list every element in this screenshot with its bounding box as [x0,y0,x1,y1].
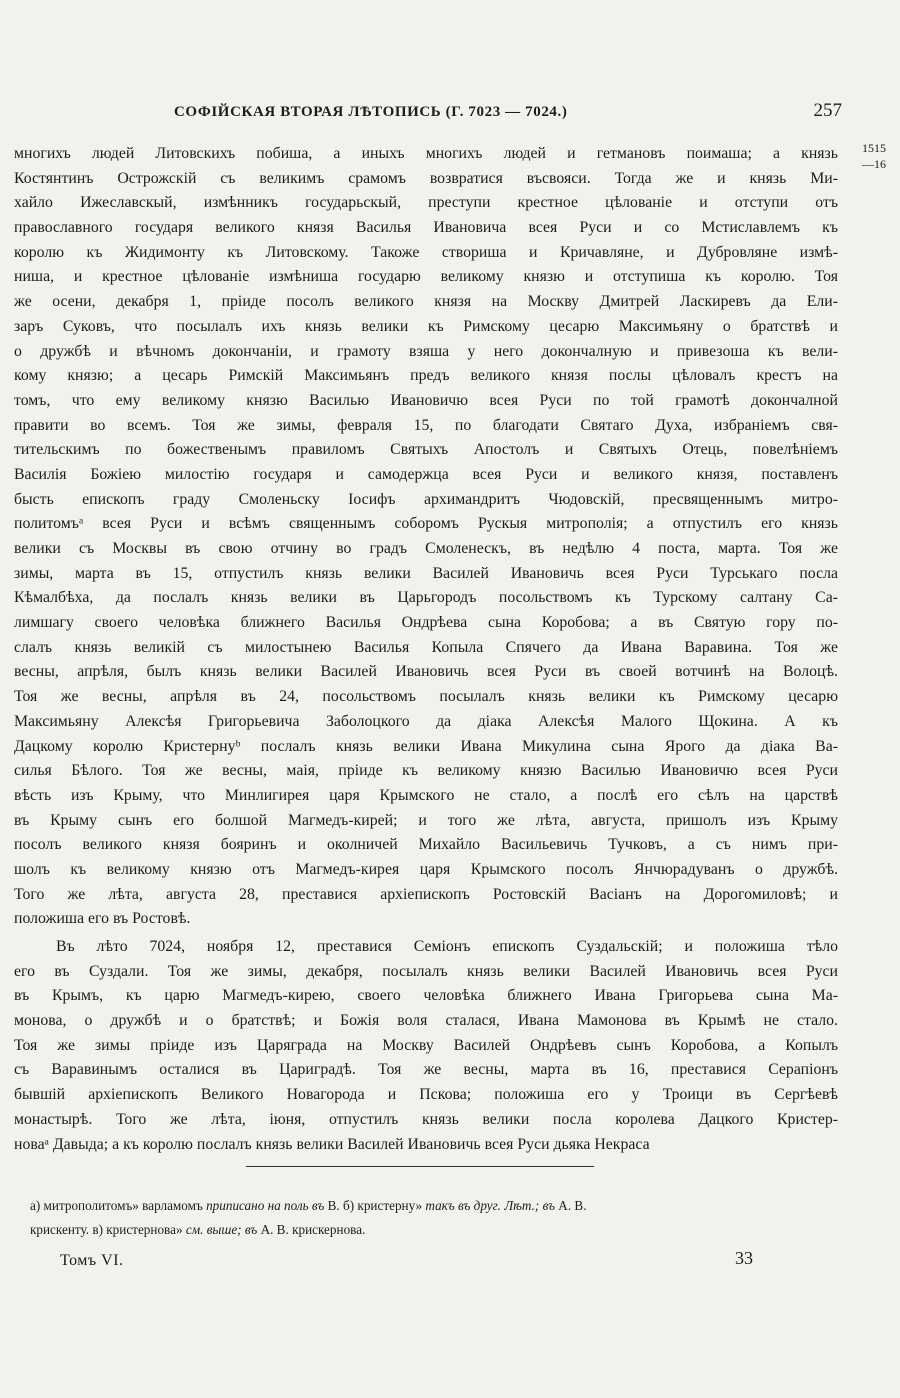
text-line: новаᵃ Давыда; а къ королю послалъ князь велики Василей Ивановичь всея Руси дьяка Некраса [14,1135,650,1153]
margin-year-start: 1515 [862,141,886,155]
text-line: шолъ къ великому князю отъ Магмедъ-кирея царя Крымского посолъ Янчюрадуванъ о дружбѣ. [14,860,838,878]
running-title: СОФІЙСКАЯ ВТОРАЯ ЛѢТОПИСЬ (Г. 7023 — 7024.) [174,104,568,120]
text-line: кому князю; а цесарь Римскій Максимьянъ предъ великого князя послы цѣловалъ крестъ на [14,367,838,385]
text-line: съ Варавинымъ осталися въ Цариградѣ. Тоя же весны, марта въ 16, преставися Серапіонъ [14,1061,838,1079]
text-line: православного государя великого князя Василья Ивановича всея Руси и со Мстиславлемъ къ [14,219,838,237]
page-footer [60,1248,760,1278]
text-line: заръ Суковъ, что посылалъ ихъ князь велики къ Римскому цесарю Максимьяну о братствѣ и [14,317,838,335]
footnote-line [30,1194,836,1218]
paragraph-1 [14,142,838,932]
text-line: монова, о дружбѣ и о братствѣ; и Божія воля сталася, Ивана Мамонова въ Крымѣ не стало. [14,1012,838,1030]
sheet-number: 33 [735,1248,753,1268]
text-line: вѣсть изъ Крыму, что Минлигирея царя Крымского не стало, а послѣ его сѣлъ на царствѣ [14,786,838,804]
footnote-editorial-note: см. выше; въ [185,1222,258,1237]
text-line: бывшій архіепископъ Великого Новагорода и Пскова; положиша его у Троици въ Сергѣевѣ [14,1086,838,1104]
text-line: политомъᵃ всея Руси и всѣмъ священнымъ соборомъ Рускыя митрополія; а отпустилъ его князь [14,515,838,533]
text-line: ниша, и крестное цѣлованіе измѣниша государю великому князю и отступиша къ королю. Тоя [14,268,838,286]
volume-label: Томъ VI. [60,1252,124,1269]
text-line: королю къ Жидимонту къ Литовскому. Такоже створиша и Кричавляне, и Дубровляне измѣ- [14,243,838,261]
text-line: въ Крыму сынъ его болшой Магмедъ-кирей; и того же лѣта, августа, пришолъ изъ Крыму [14,811,838,829]
text-line: многихъ людей Литовскихъ побиша, а иныхъ многихъ людей и гетмановъ поимаша; а князь [14,145,838,162]
text-line: Въ лѣто 7024, ноября 12, преставися Семіонъ епископъ Суздальскій; и положиша тѣло [56,938,838,955]
footnote-text: В. б) кристерну» [324,1198,426,1213]
text-line: Василія Божіею милостію государя и самодержца всея Руси и великого князя, поставленъ [14,465,838,483]
text-line: положиша его въ Ростовѣ. [14,910,191,928]
text-line: Кѣмалбѣха, да послалъ князь велики въ Царьгородъ посольствомъ къ Турскому салтану Са- [14,589,838,607]
text-line: Того же лѣта, августа 28, преставися архіепископъ Ростовскій Васіанъ на Дорогомиловѣ; и [14,885,838,903]
text-line: монастырѣ. Того же лѣта, іюня, отпустилъ князь велики посла королева Дацкого Кристер- [14,1110,838,1128]
text-line: правити во всемъ. Тоя же зимы, февраля 15, по благодати Святаго Духа, избраніемъ свя- [14,416,838,434]
text-line: томъ, что ему великому князю Василью Ивановичю всея Руси по той грамотѣ докончалной [14,391,838,409]
footnote-editorial-note: такъ въ друг. Лѣт.; въ [425,1198,555,1213]
text-line: Костянтинъ Острожскій съ великимъ срамомъ возвратися въсвояси. Тогда же и князь Ми- [14,169,838,187]
text-line: Максимьяну Алексѣя Григорьевича Заболоцкого да діака Алексѣя Малого Щокина. А къ [14,712,838,730]
footnote-divider [246,1166,594,1167]
text-line: хайло Ижеславскый, измѣнникъ государьскый, преступи крестное цѣлованіе и отступи отъ [14,194,838,212]
text-line: его въ Суздали. Тоя же зимы, декабря, посылалъ князь велики Василей Ивановичь всея Руси [14,962,838,980]
text-line: о дружбѣ и вѣчномъ докончаніи, и грамоту взяша у него докончалную и привезоша къ вели- [14,342,838,360]
text-line: же осени, декабря 1, пріиде посолъ великого князя на Москву Дмитрей Ласкиревъ да Ели- [14,293,838,311]
text-line: посолъ великого князя бояринъ и околничей Михайло Васильевичь Тучковъ, а съ нимъ при- [14,836,838,854]
text-line: лимшагу своего человѣка ближнего Василья Ондрѣева сына Коробова; а въ Святую гору по- [14,614,838,632]
margin-year-note [838,140,886,172]
footnote-text: крискенту. в) кристернова» [30,1222,186,1237]
text-line: зимы, марта въ 15, отпустилъ князь велики Василей Ивановичь всея Руси Турськаго посла [14,564,838,582]
footnote-text: А. В. крискернова. [257,1222,366,1237]
footnote-text: а) митрополитомъ» варламомъ [30,1198,207,1213]
page-header [14,100,842,128]
text-line: весны, апрѣля, былъ князь велики Василей Ивановичь всея Руси въ своей вотчинѣ на Волоцѣ. [14,663,838,681]
text-line: бысть епископъ граду Смоленьску Іосифъ архимандритъ Чюдовскій, пресвященнымъ митро- [14,490,838,508]
paragraph-2 [14,935,838,1157]
text-line: силья Бѣлого. Тоя же весны, маія, пріиде къ великому князю Василью Ивановичю всея Руси [14,762,838,780]
margin-year-end: —16 [862,157,886,171]
text-line: тительскимъ по божественымъ правиломъ Святыхъ Апостолъ и Святыхъ Отець, повелѣніемъ [14,441,838,459]
text-line: Тоя же зимы пріиде изъ Царяграда на Москву Василей Ондрѣевъ сынъ Коробова, а Копылъ [14,1036,838,1054]
text-line: слалъ князь великій съ милостынею Василья Копыла Спячего да Ивана Варавина. Тоя же [14,638,838,656]
page-number: 257 [813,100,842,121]
text-line: Дацкому королю Кристернуᵇ послалъ князь велики Ивана Микулина сына Ярого да діака Ва- [14,737,838,755]
text-line: велики съ Москвы въ свою отчину во градъ Смоленескъ, въ недѣлю 4 поста, марта. Тоя же [14,540,838,557]
footnote-text: А. В. [555,1198,587,1213]
text-line: Тоя же весны, апрѣля въ 24, посольствомъ посылалъ князь велики къ Римскому цесарю [14,688,838,706]
text-line: въ Крымъ, къ царю Магмедъ-кирею, своего человѣка ближнего Ивана Григорьева сына Ма- [14,987,838,1005]
footnotes [30,1194,836,1242]
footnote-editorial-note: приписано на поль въ [206,1198,325,1213]
chronicle-text [14,142,838,1157]
footnote-line [30,1218,836,1242]
